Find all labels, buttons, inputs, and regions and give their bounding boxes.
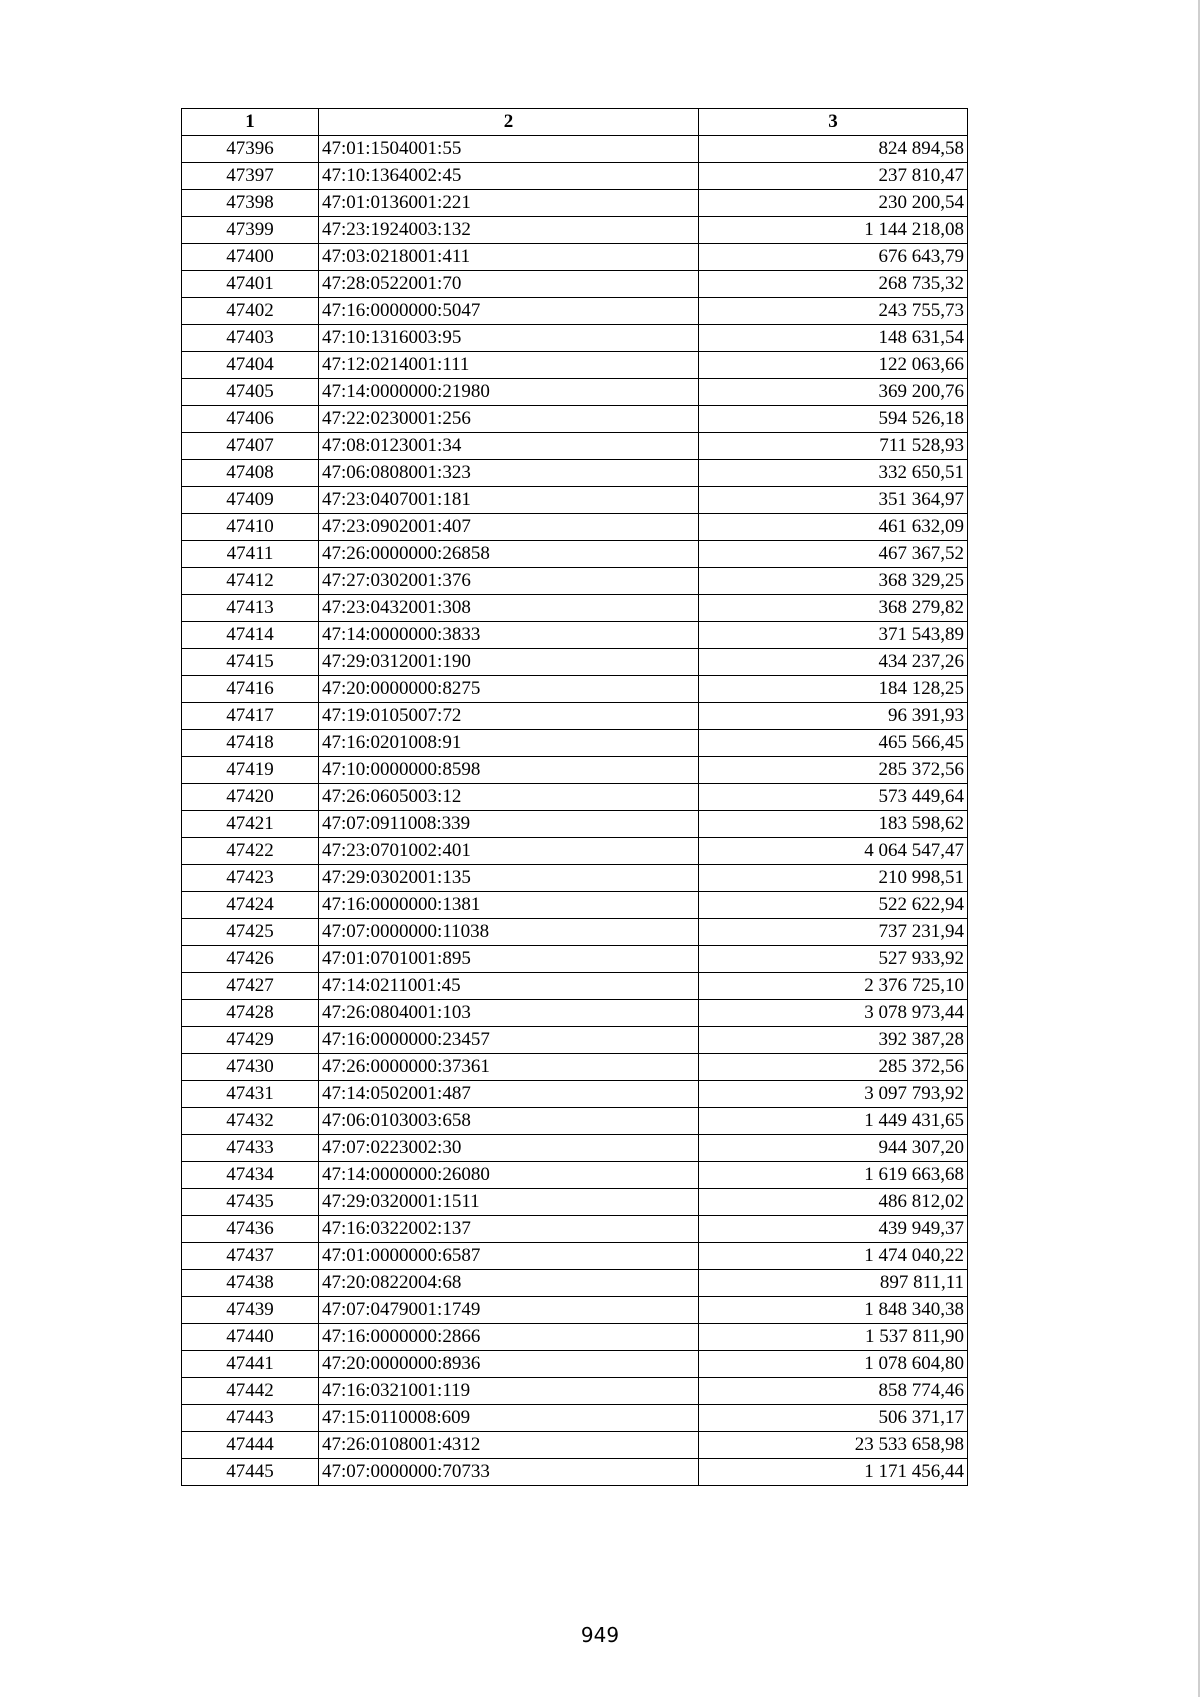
row-number-cell: 47425 (182, 919, 319, 946)
cadastral-number-cell: 47:01:0136001:221 (319, 190, 699, 217)
row-number-cell: 47440 (182, 1324, 319, 1351)
table-body (182, 136, 968, 1486)
cadastral-number-cell: 47:07:0000000:70733 (319, 1459, 699, 1486)
value-cell: 351 364,97 (699, 487, 968, 514)
row-number-cell: 47437 (182, 1243, 319, 1270)
row-number-cell: 47409 (182, 487, 319, 514)
value-cell: 1 619 663,68 (699, 1162, 968, 1189)
value-cell: 122 063,66 (699, 352, 968, 379)
page-number: 949 (580, 1623, 620, 1647)
value-cell: 573 449,64 (699, 784, 968, 811)
table-row (182, 1324, 968, 1351)
table-row (182, 244, 968, 271)
value-cell: 434 237,26 (699, 649, 968, 676)
value-cell: 1 848 340,38 (699, 1297, 968, 1324)
cadastral-number-cell: 47:20:0822004:68 (319, 1270, 699, 1297)
value-cell: 1 171 456,44 (699, 1459, 968, 1486)
value-cell: 527 933,92 (699, 946, 968, 973)
cadastral-number-cell: 47:07:0223002:30 (319, 1135, 699, 1162)
value-cell: 737 231,94 (699, 919, 968, 946)
table-row (182, 217, 968, 244)
cadastral-number-cell: 47:14:0502001:487 (319, 1081, 699, 1108)
value-cell: 368 329,25 (699, 568, 968, 595)
cadastral-number-cell: 47:20:0000000:8936 (319, 1351, 699, 1378)
value-cell: 183 598,62 (699, 811, 968, 838)
table-row (182, 325, 968, 352)
table-row (182, 460, 968, 487)
table-row (182, 352, 968, 379)
row-number-cell: 47434 (182, 1162, 319, 1189)
table-row (182, 757, 968, 784)
value-cell: 3 078 973,44 (699, 1000, 968, 1027)
value-cell: 522 622,94 (699, 892, 968, 919)
cadastral-number-cell: 47:06:0808001:323 (319, 460, 699, 487)
table-row (182, 865, 968, 892)
value-cell: 96 391,93 (699, 703, 968, 730)
row-number-cell: 47402 (182, 298, 319, 325)
table-row (182, 1270, 968, 1297)
table-row (182, 1297, 968, 1324)
row-number-cell: 47433 (182, 1135, 319, 1162)
row-number-cell: 47429 (182, 1027, 319, 1054)
table-row (182, 973, 968, 1000)
value-cell: 439 949,37 (699, 1216, 968, 1243)
cadastral-number-cell: 47:12:0214001:111 (319, 352, 699, 379)
row-number-cell: 47431 (182, 1081, 319, 1108)
table-row (182, 1432, 968, 1459)
cadastral-number-cell: 47:01:0000000:6587 (319, 1243, 699, 1270)
row-number-cell: 47438 (182, 1270, 319, 1297)
table-row (182, 649, 968, 676)
row-number-cell: 47435 (182, 1189, 319, 1216)
cadastral-number-cell: 47:14:0000000:21980 (319, 379, 699, 406)
cadastral-number-cell: 47:23:1924003:132 (319, 217, 699, 244)
value-cell: 332 650,51 (699, 460, 968, 487)
table-row (182, 406, 968, 433)
column-header-3: 3 (699, 109, 968, 136)
row-number-cell: 47436 (182, 1216, 319, 1243)
table-row (182, 379, 968, 406)
value-cell: 1 078 604,80 (699, 1351, 968, 1378)
row-number-cell: 47432 (182, 1108, 319, 1135)
cadastral-number-cell: 47:29:0312001:190 (319, 649, 699, 676)
value-cell: 461 632,09 (699, 514, 968, 541)
value-cell: 1 144 218,08 (699, 217, 968, 244)
value-cell: 230 200,54 (699, 190, 968, 217)
row-number-cell: 47406 (182, 406, 319, 433)
table-row (182, 271, 968, 298)
table-header-row (182, 109, 968, 136)
value-cell: 2 376 725,10 (699, 973, 968, 1000)
cadastral-number-cell: 47:08:0123001:34 (319, 433, 699, 460)
value-cell: 676 643,79 (699, 244, 968, 271)
cadastral-number-cell: 47:16:0322002:137 (319, 1216, 699, 1243)
column-header-1: 1 (182, 109, 319, 136)
row-number-cell: 47441 (182, 1351, 319, 1378)
cadastral-number-cell: 47:19:0105007:72 (319, 703, 699, 730)
data-table (181, 108, 968, 1486)
cadastral-number-cell: 47:26:0000000:26858 (319, 541, 699, 568)
row-number-cell: 47415 (182, 649, 319, 676)
table-row (182, 487, 968, 514)
value-cell: 268 735,32 (699, 271, 968, 298)
cadastral-number-cell: 47:16:0321001:119 (319, 1378, 699, 1405)
cadastral-number-cell: 47:07:0479001:1749 (319, 1297, 699, 1324)
table-row (182, 1054, 968, 1081)
table-row (182, 433, 968, 460)
table-row (182, 163, 968, 190)
value-cell: 371 543,89 (699, 622, 968, 649)
value-cell: 897 811,11 (699, 1270, 968, 1297)
value-cell: 1 474 040,22 (699, 1243, 968, 1270)
value-cell: 1 537 811,90 (699, 1324, 968, 1351)
cadastral-number-cell: 47:16:0000000:23457 (319, 1027, 699, 1054)
cadastral-number-cell: 47:22:0230001:256 (319, 406, 699, 433)
row-number-cell: 47420 (182, 784, 319, 811)
value-cell: 711 528,93 (699, 433, 968, 460)
cadastral-number-cell: 47:14:0000000:3833 (319, 622, 699, 649)
cadastral-number-cell: 47:26:0108001:4312 (319, 1432, 699, 1459)
row-number-cell: 47444 (182, 1432, 319, 1459)
table-row (182, 946, 968, 973)
value-cell: 594 526,18 (699, 406, 968, 433)
cadastral-number-cell: 47:26:0605003:12 (319, 784, 699, 811)
value-cell: 243 755,73 (699, 298, 968, 325)
row-number-cell: 47442 (182, 1378, 319, 1405)
row-number-cell: 47428 (182, 1000, 319, 1027)
cadastral-number-cell: 47:29:0320001:1511 (319, 1189, 699, 1216)
value-cell: 506 371,17 (699, 1405, 968, 1432)
row-number-cell: 47430 (182, 1054, 319, 1081)
table-row (182, 1459, 968, 1486)
value-cell: 465 566,45 (699, 730, 968, 757)
row-number-cell: 47401 (182, 271, 319, 298)
row-number-cell: 47403 (182, 325, 319, 352)
cadastral-number-cell: 47:01:1504001:55 (319, 136, 699, 163)
value-cell: 1 449 431,65 (699, 1108, 968, 1135)
row-number-cell: 47414 (182, 622, 319, 649)
value-cell: 210 998,51 (699, 865, 968, 892)
row-number-cell: 47404 (182, 352, 319, 379)
table-row (182, 1108, 968, 1135)
row-number-cell: 47416 (182, 676, 319, 703)
table-row (182, 1405, 968, 1432)
value-cell: 368 279,82 (699, 595, 968, 622)
table-row (182, 1189, 968, 1216)
cadastral-number-cell: 47:23:0902001:407 (319, 514, 699, 541)
table-row (182, 784, 968, 811)
table-row (182, 811, 968, 838)
row-number-cell: 47424 (182, 892, 319, 919)
table-row (182, 892, 968, 919)
value-cell: 858 774,46 (699, 1378, 968, 1405)
table-row (182, 1216, 968, 1243)
value-cell: 148 631,54 (699, 325, 968, 352)
cadastral-number-cell: 47:28:0522001:70 (319, 271, 699, 298)
cadastral-number-cell: 47:23:0432001:308 (319, 595, 699, 622)
row-number-cell: 47427 (182, 973, 319, 1000)
value-cell: 237 810,47 (699, 163, 968, 190)
table-row (182, 1162, 968, 1189)
table-row (182, 730, 968, 757)
row-number-cell: 47445 (182, 1459, 319, 1486)
row-number-cell: 47399 (182, 217, 319, 244)
table-row (182, 595, 968, 622)
table-row (182, 1000, 968, 1027)
table-row (182, 1351, 968, 1378)
cadastral-number-cell: 47:27:0302001:376 (319, 568, 699, 595)
table-row (182, 568, 968, 595)
cadastral-number-cell: 47:16:0000000:1381 (319, 892, 699, 919)
cadastral-number-cell: 47:23:0701002:401 (319, 838, 699, 865)
cadastral-number-cell: 47:26:0000000:37361 (319, 1054, 699, 1081)
table-row (182, 1378, 968, 1405)
table-row (182, 541, 968, 568)
value-cell: 944 307,20 (699, 1135, 968, 1162)
row-number-cell: 47439 (182, 1297, 319, 1324)
value-cell: 3 097 793,92 (699, 1081, 968, 1108)
row-number-cell: 47410 (182, 514, 319, 541)
cadastral-number-cell: 47:23:0407001:181 (319, 487, 699, 514)
table-row (182, 676, 968, 703)
cadastral-number-cell: 47:14:0000000:26080 (319, 1162, 699, 1189)
row-number-cell: 47412 (182, 568, 319, 595)
row-number-cell: 47396 (182, 136, 319, 163)
value-cell: 369 200,76 (699, 379, 968, 406)
row-number-cell: 47398 (182, 190, 319, 217)
cadastral-number-cell: 47:01:0701001:895 (319, 946, 699, 973)
row-number-cell: 47397 (182, 163, 319, 190)
value-cell: 184 128,25 (699, 676, 968, 703)
table-row (182, 190, 968, 217)
row-number-cell: 47423 (182, 865, 319, 892)
cadastral-number-cell: 47:07:0911008:339 (319, 811, 699, 838)
row-number-cell: 47426 (182, 946, 319, 973)
cadastral-number-cell: 47:03:0218001:411 (319, 244, 699, 271)
cadastral-number-cell: 47:15:0110008:609 (319, 1405, 699, 1432)
table-row (182, 1081, 968, 1108)
row-number-cell: 47407 (182, 433, 319, 460)
value-cell: 467 367,52 (699, 541, 968, 568)
row-number-cell: 47417 (182, 703, 319, 730)
value-cell: 285 372,56 (699, 1054, 968, 1081)
cadastral-number-cell: 47:07:0000000:11038 (319, 919, 699, 946)
row-number-cell: 47405 (182, 379, 319, 406)
cadastral-number-cell: 47:16:0201008:91 (319, 730, 699, 757)
cadastral-number-cell: 47:10:1364002:45 (319, 163, 699, 190)
cadastral-number-cell: 47:20:0000000:8275 (319, 676, 699, 703)
cadastral-number-cell: 47:14:0211001:45 (319, 973, 699, 1000)
table-row (182, 1135, 968, 1162)
row-number-cell: 47400 (182, 244, 319, 271)
table-row (182, 1027, 968, 1054)
row-number-cell: 47408 (182, 460, 319, 487)
value-cell: 392 387,28 (699, 1027, 968, 1054)
cadastral-number-cell: 47:29:0302001:135 (319, 865, 699, 892)
row-number-cell: 47413 (182, 595, 319, 622)
row-number-cell: 47411 (182, 541, 319, 568)
table-row (182, 298, 968, 325)
cadastral-number-cell: 47:26:0804001:103 (319, 1000, 699, 1027)
cadastral-number-cell: 47:16:0000000:5047 (319, 298, 699, 325)
table-row (182, 703, 968, 730)
table-row (182, 1243, 968, 1270)
table-row (182, 514, 968, 541)
row-number-cell: 47421 (182, 811, 319, 838)
cadastral-number-cell: 47:16:0000000:2866 (319, 1324, 699, 1351)
cadastral-number-cell: 47:06:0103003:658 (319, 1108, 699, 1135)
value-cell: 824 894,58 (699, 136, 968, 163)
row-number-cell: 47418 (182, 730, 319, 757)
value-cell: 486 812,02 (699, 1189, 968, 1216)
row-number-cell: 47422 (182, 838, 319, 865)
value-cell: 4 064 547,47 (699, 838, 968, 865)
column-header-2: 2 (319, 109, 699, 136)
cadastral-number-cell: 47:10:1316003:95 (319, 325, 699, 352)
table-row (182, 919, 968, 946)
row-number-cell: 47443 (182, 1405, 319, 1432)
table-row (182, 838, 968, 865)
row-number-cell: 47419 (182, 757, 319, 784)
table-row (182, 136, 968, 163)
value-cell: 23 533 658,98 (699, 1432, 968, 1459)
table-row (182, 622, 968, 649)
value-cell: 285 372,56 (699, 757, 968, 784)
cadastral-number-cell: 47:10:0000000:8598 (319, 757, 699, 784)
